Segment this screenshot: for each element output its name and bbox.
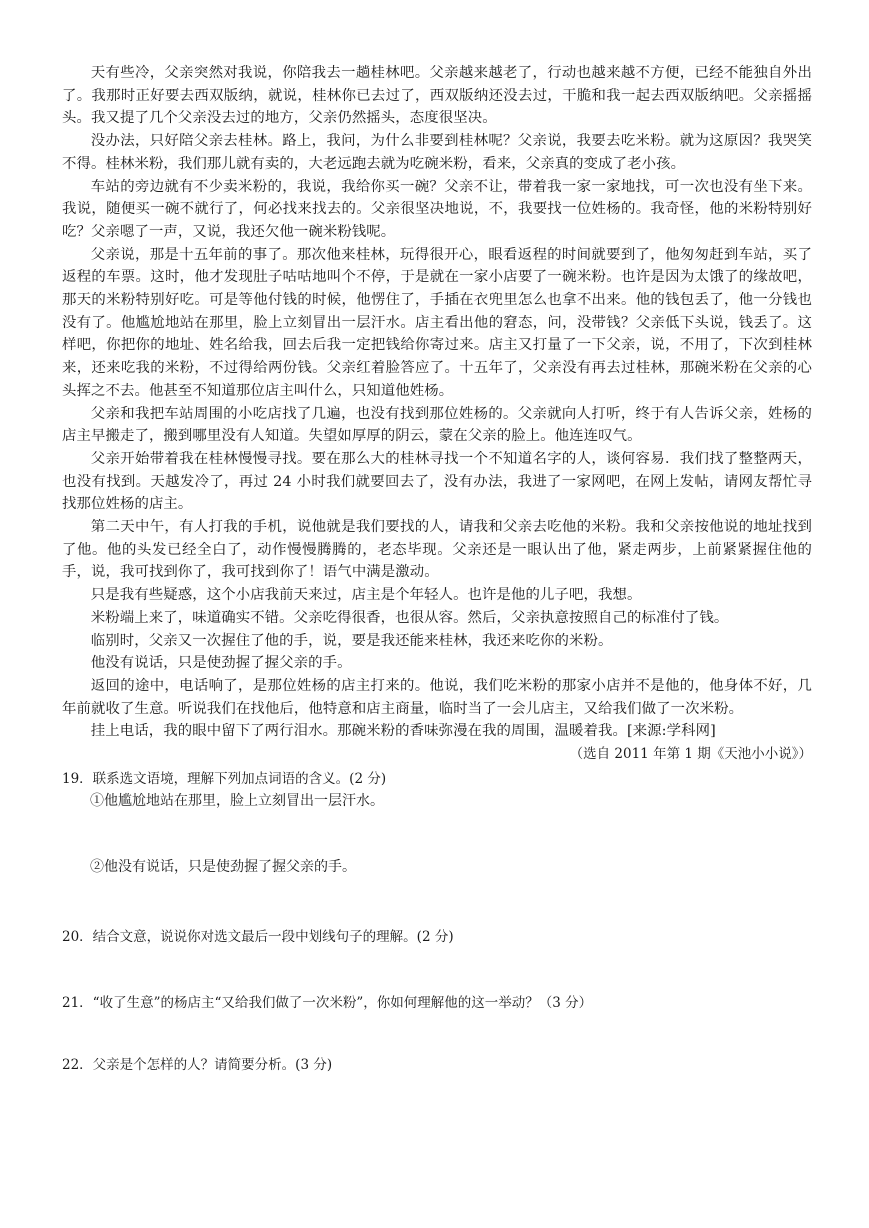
question-21: 21．“收了生意”的杨店主“又给我们做了一次米粉”，你如何理解他的这一举动？（3 分） — [62, 995, 593, 1011]
paragraph: 车站的旁边就有不少卖米粉的，我说，我给你买一碗？父亲不让，带着我一家一家地找，可一次也没有坐下来。我说，随便买一碗不就行了，何必找来找去的。父亲很坚决地说，不，我要找一位姓杨的。我奇怪，他的米粉特别好吃？父亲嗯了一声，又说，我还欠他一碗米粉钱呢。 — [62, 178, 812, 240]
question-19-item-1: ①他尴尬地站在那里，脸上立刻冒出一层汗水。 — [90, 793, 384, 809]
reading-passage — [62, 62, 812, 766]
paragraph: 米粉端上来了，味道确实不错。父亲吃得很香，也很从容。然后，父亲执意按照自己的标准付了钱。 — [90, 609, 729, 626]
paragraph: 只是我有些疑惑，这个小店我前天来过，店主是个年轻人。也许是他的儿子吧，我想。 — [90, 587, 642, 604]
question-section — [62, 768, 812, 1076]
answer-space[interactable] — [62, 1014, 812, 1054]
answer-space[interactable] — [62, 948, 812, 992]
question-22: 22．父亲是个怎样的人？请简要分析。(3 分) — [62, 1057, 333, 1073]
paragraph: 他没有说话，只是使劲握了握父亲的手。 — [90, 655, 352, 672]
question-19-item-2: ②他没有说话，只是使劲握了握父亲的手。 — [90, 859, 356, 875]
paragraph: 父亲开始带着我在桂林慢慢寻找。要在那么大的桂林寻找一个不知道名字的人，谈何容易．我们找了整整两天，也没有找到。天越发冷了，再过 24 小时我们就要回去了，没有办法，我进了一家网吧，在网上发帖，请网友帮忙寻找那位姓杨的店主。 — [62, 450, 812, 513]
question-19: 19．联系选文语境，理解下列加点词语的含义。(2 分) — [62, 771, 387, 787]
paragraph: 第二天中午，有人打我的手机，说他就是我们要找的人，请我和父亲去吃他的米粉。我和父亲按他说的地址找到了他。他的头发已经全白了，动作慢慢腾腾的，老态毕现。父亲还是一眼认出了他，紧走两步，上前紧紧握住他的手，说，我可找到你了，我可找到你了！语气中满是激动。 — [62, 519, 812, 581]
paragraph: 没办法，只好陪父亲去桂林。路上，我问，为什么非要到桂林呢？父亲说，我要去吃米粉。就为这原因？我哭笑不得。桂林米粉，我们那儿就有卖的，大老远跑去就为吃碗米粉，看来，父亲真的变成了老小孩。 — [62, 133, 812, 172]
paragraph: 父亲和我把车站周围的小吃店找了几遍，也没有找到那位姓杨的。父亲就向人打听，终于有人告诉父亲，姓杨的店主早搬走了，搬到哪里没有人知道。失望如厚厚的阴云，蒙在父亲的脸上。他连连叹气。 — [62, 405, 812, 445]
answer-space[interactable] — [62, 878, 812, 926]
paragraph: 返回的途中，电话响了，是那位姓杨的店主打来的。他说，我们吃米粉的那家小店并不是他的，他身体不好，几年前就收了生意。听说我们在找他后，他特意和店主商量，临时当了一会儿店主，又给我们做了一次米粉。 — [62, 677, 812, 717]
question-20: 20．结合文意，说说你对选文最后一段中划线句子的理解。(2 分) — [62, 929, 454, 945]
paragraph: 挂上电话，我的眼中留下了两行泪水。那碗米粉的香味弥漫在我的周围，温暖着我。[来源:学科网] — [90, 723, 716, 740]
paragraph: 父亲说，那是十五年前的事了。那次他来桂林，玩得很开心，眼看返程的时间就要到了，他匆匆赶到车站，买了返程的车票。这时，他才发现肚子咕咕地叫个不停，于是就在一家小店要了一碗米粉。也许是因为太饿了的缘故吧，那天的米粉特别好吃。可是等他付钱的时候，他愣住了，手插在衣兜里怎么也拿不出来。他的钱包丢了，他一分钱也没有了。他尴尬地站在那里，脸上立刻冒出一层汗水。店主看出他的窘态，问，没带钱？父亲低下头说，钱丢了。这样吧，你把你的地址、姓名给我，回去后我一定把钱给你寄过来。店主又打量了一下父亲，说，不用了，下次到桂林来，还来吃我的米粉，不过得给两份钱。父亲红着脸答应了。十五年了，父亲没有再去过桂林，那碗米粉在父亲的心头挥之不去。他甚至不知道那位店主叫什么，只知道他姓杨。 — [62, 246, 812, 399]
source-citation: （选自 2011 年第 1 期《天池小小说》） — [569, 746, 812, 763]
paragraph: 天有些冷，父亲突然对我说，你陪我去一趟桂林吧。父亲越来越老了，行动也越来越不方便，已经不能独自外出了。我那时正好要去西双版纳，就说，桂林你已去过了，西双版纳还没去过，干脆和我一起去西双版纳吧。父亲摇摇头。我又提了几个父亲没去过的地方，父亲仍然摇头，态度很坚决。 — [62, 65, 812, 127]
answer-space[interactable] — [62, 812, 812, 856]
paragraph: 临别时，父亲又一次握住了他的手，说，要是我还能来桂林，我还来吃你的米粉。 — [90, 632, 613, 649]
